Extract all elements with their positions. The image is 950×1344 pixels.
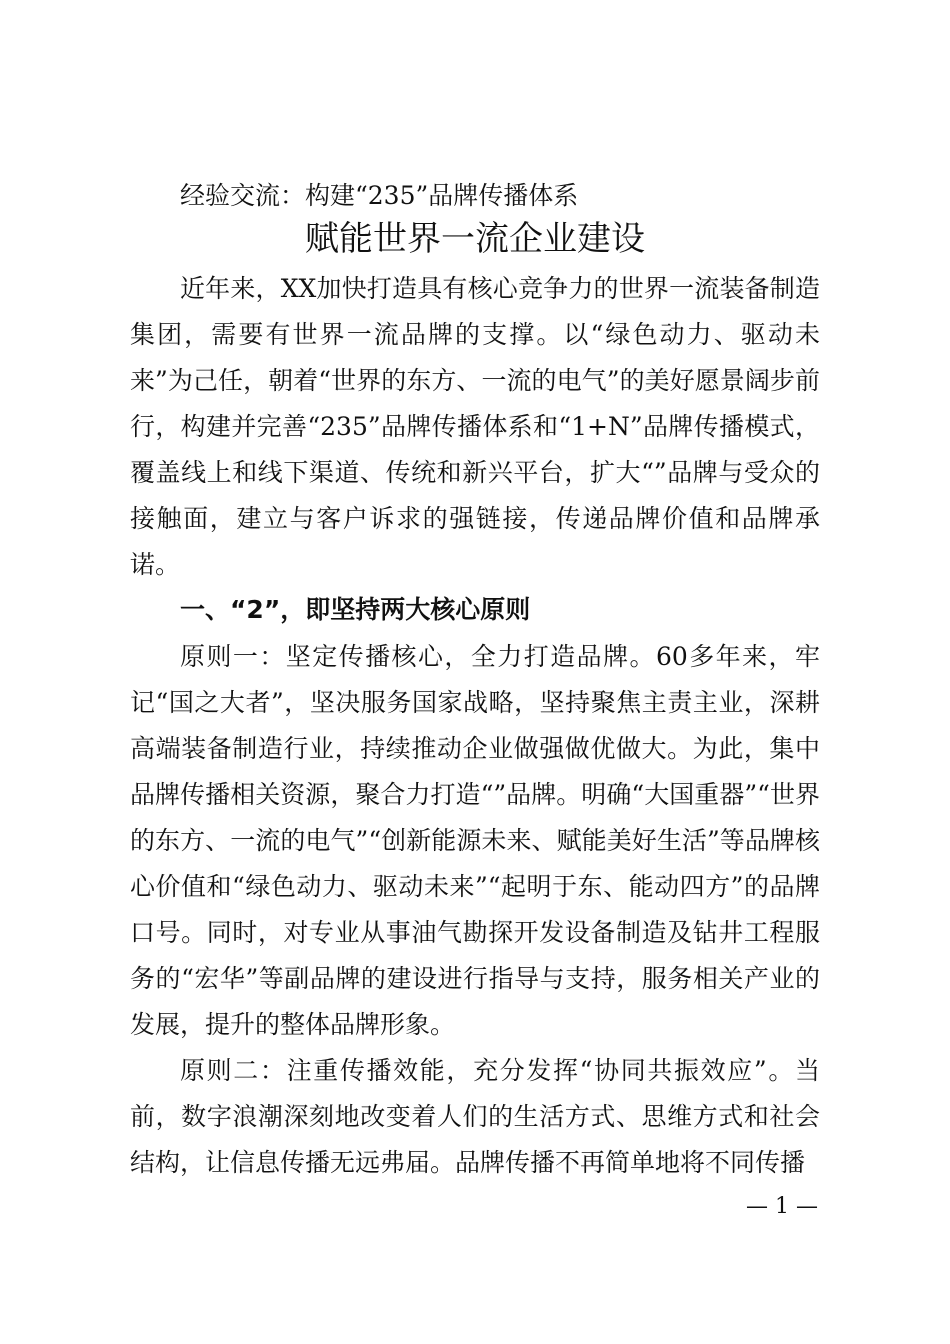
section-heading-1: 一、“2”，即坚持两大核心原则 [180,595,531,624]
intro-paragraph: 近年来，XX加快打造具有核心竞争力的世界一流装备制造集团，需要有世界一流品牌的支撑。以“绿色动力、驱动未来”为己任，朝着“世界的东方、一流的电气”的美好愿景阔步前行，构建并完善“235”品牌传播体系和“1+N”品牌传播模式，覆盖线上和线下渠道、传统和新兴平台，扩大“”品牌与受众的接触面，建立与客户诉求的强链接，传递品牌价值和品牌承诺。 [130,274,820,579]
page-number: — 1 — [746,1194,818,1219]
principle-one-paragraph: 原则一：坚定传播核心，全力打造品牌。60多年来，牢记“国之大者”，坚决服务国家战略，坚持聚焦主责主业，深耕高端装备制造行业，持续推动企业做强做优做大。为此，集中品牌传播相关资源，聚合力打造“”品牌。明确“大国重器”“世界的东方、一流的电气”“创新能源未来、赋能美好生活”等品牌核心价值和“绿色动力、驱动未来”“起明于东、能动四方”的品牌口号。同时，对专业从事油气勘探开发设备制造及钻井工程服务的“宏华”等副品牌的建设进行指导与支持，服务相关产业的发展，提升的整体品牌形象。 [130,642,820,1039]
principle-two-paragraph: 原则二：注重传播效能，充分发挥“协同共振效应”。当前，数字浪潮深刻地改变着人们的生活方式、思维方式和社会结构，让信息传播无远弗届。品牌传播不再简单地将不同传播 [130,1056,820,1177]
document-subtitle: 经验交流：构建“235”品牌传播体系 [180,181,579,210]
document-title: 赋能世界一流企业建设 [305,219,645,259]
